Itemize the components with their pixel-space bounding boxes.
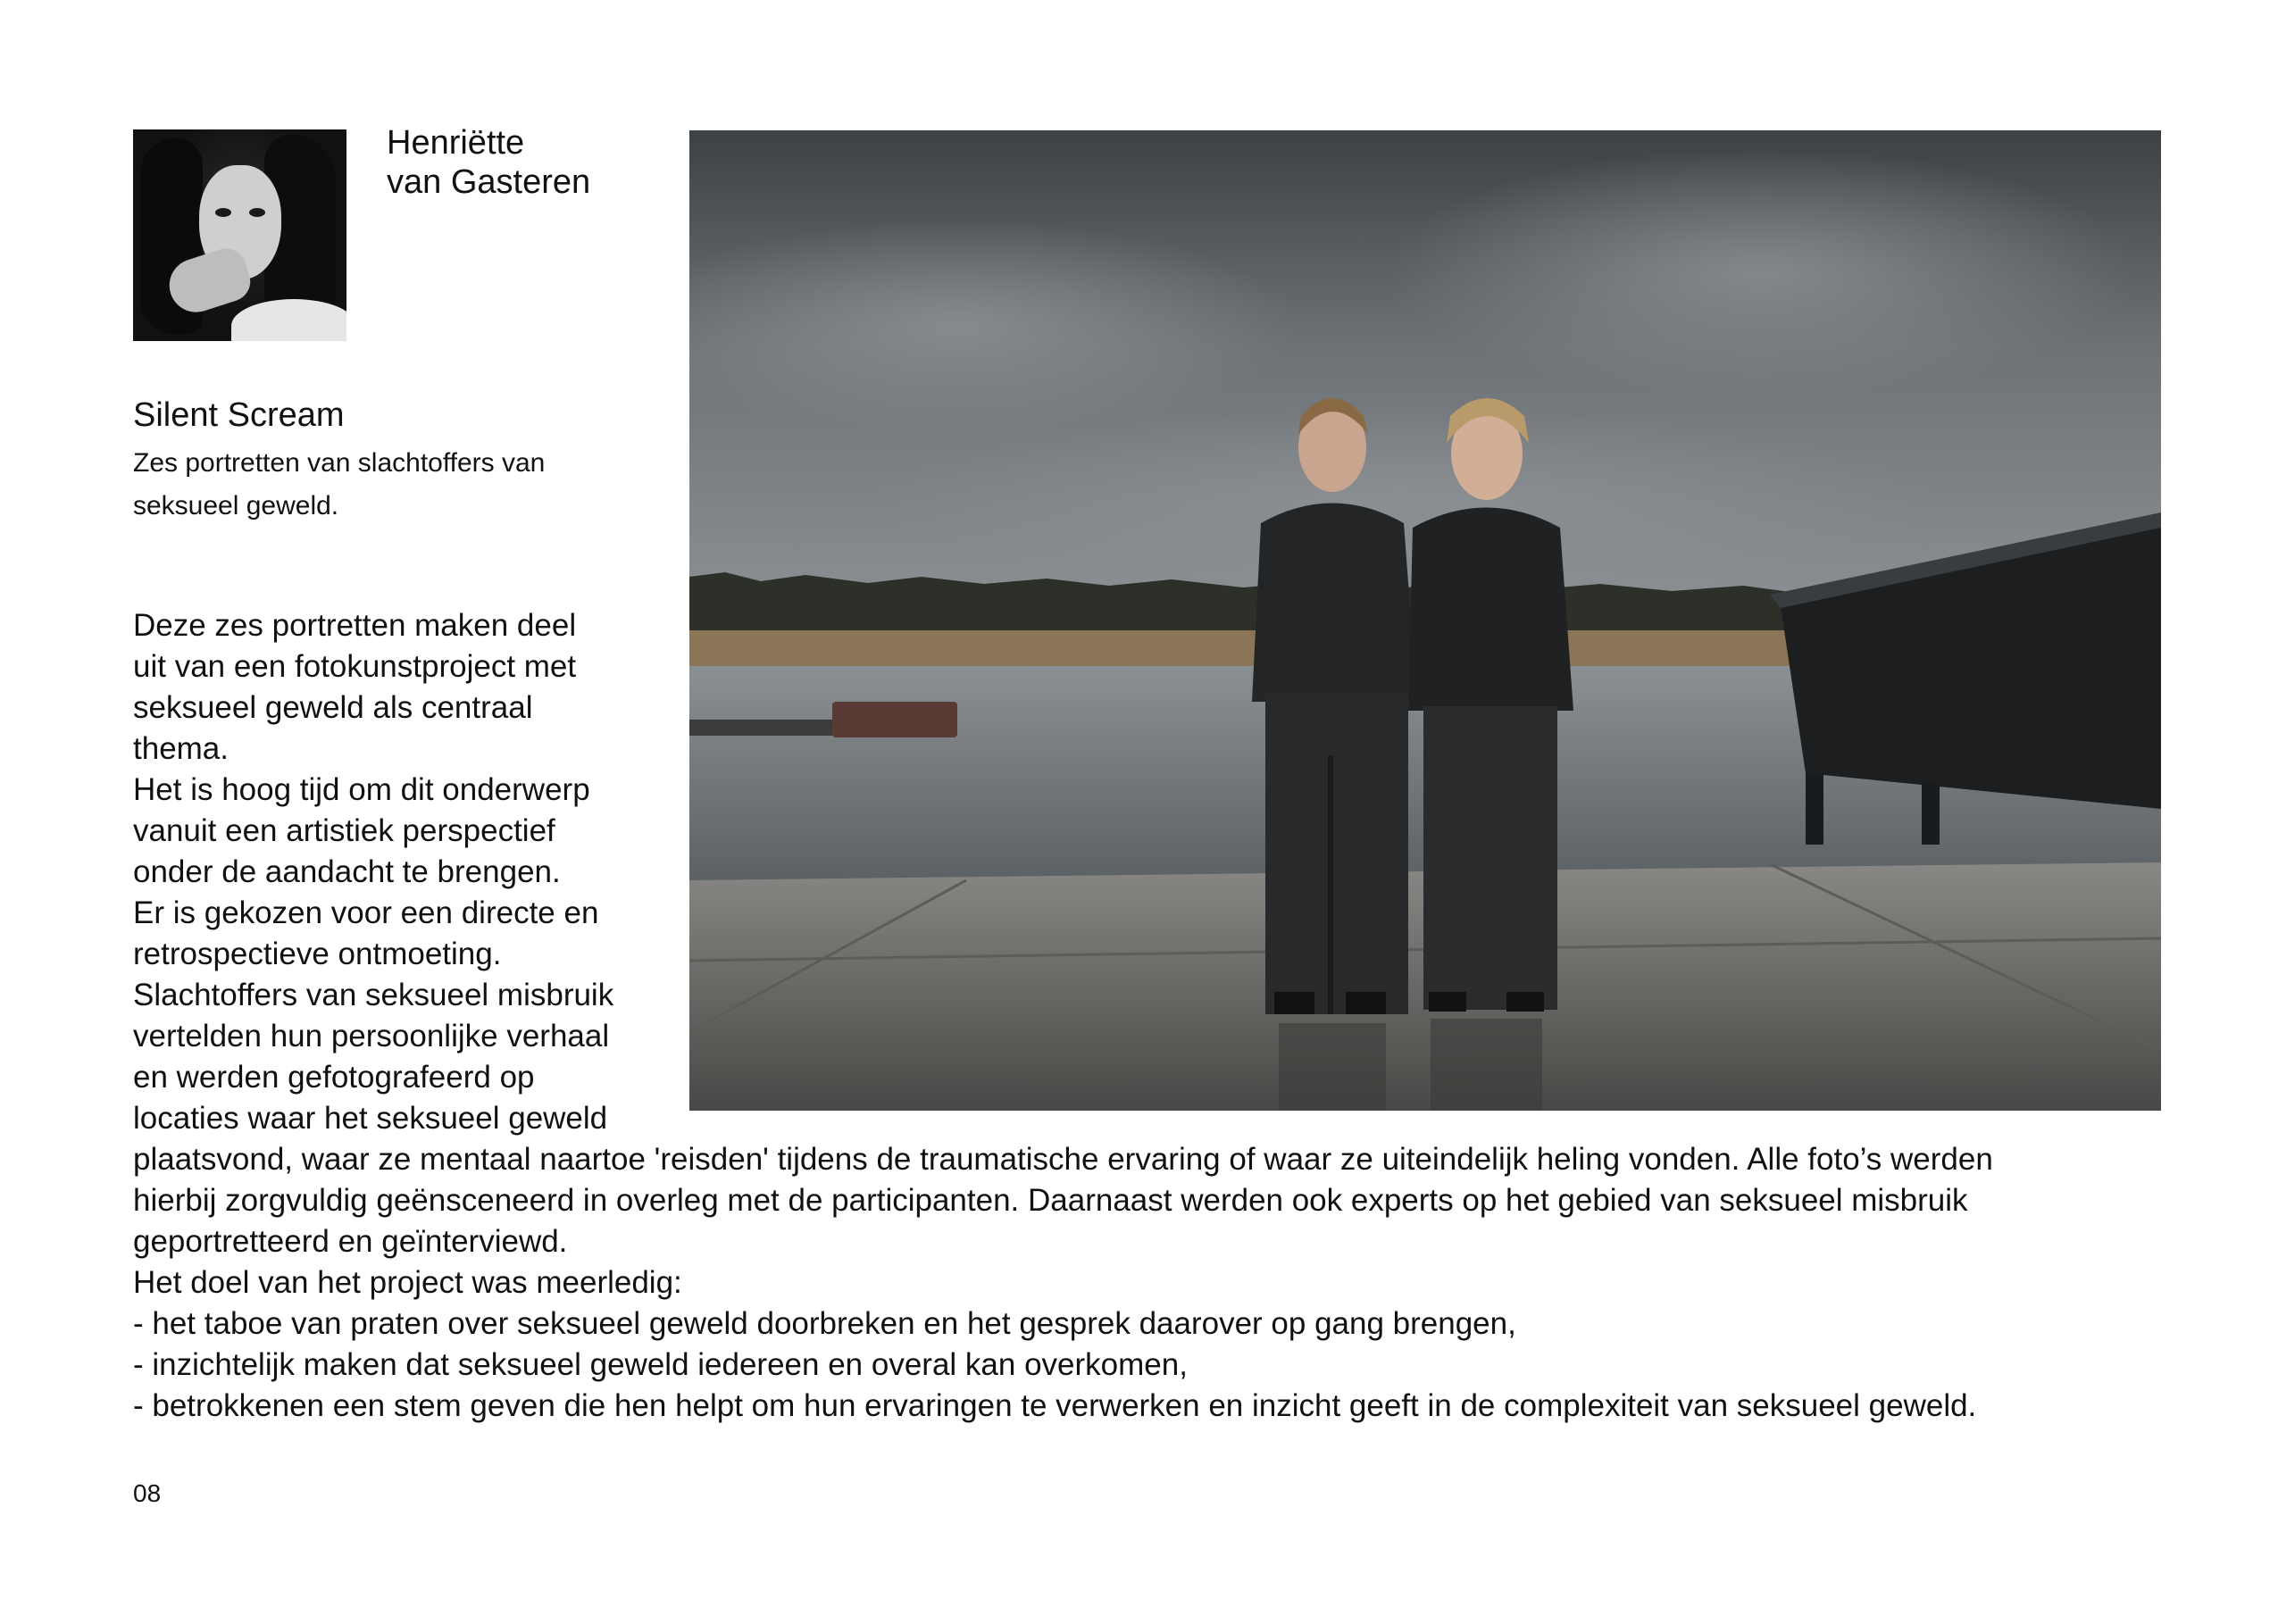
body-line: vanuit een artistiek perspectief (133, 813, 555, 848)
body-line: Het doel van het project was meerledig: (133, 1265, 682, 1300)
body-line: thema. (133, 731, 229, 766)
project-subtitle-line2: seksueel geweld. (133, 491, 339, 521)
artist-name-line2: van Gasteren (387, 163, 591, 201)
body-line: retrospectieve ontmoeting. (133, 937, 502, 971)
body-text-narrow-column (133, 605, 660, 1139)
body-line: vertelden hun persoonlijke verhaal (133, 1019, 610, 1054)
artist-name-line1: Henriëtte (387, 124, 525, 162)
project-subtitle-line1: Zes portretten van slachtoffers van (133, 448, 546, 478)
body-line: seksueel geweld als centraal (133, 690, 533, 725)
body-line: uit van een fotokunstproject met (133, 649, 577, 684)
artist-name (387, 123, 590, 202)
goal-item: - betrokkenen een stem geven die hen helpt om hun ervaringen te verwerken en inzicht geeft in de complexiteit van seksueel geweld. (133, 1388, 1977, 1423)
page-number: 08 (133, 1479, 162, 1507)
body-line: plaatsvond, waar ze mentaal naartoe 'reisden' tijdens de traumatische ervaring of waar ze uiteindelijk heling vonden. Alle foto’s werden (133, 1142, 1993, 1177)
goal-item: - het taboe van praten over seksueel geweld doorbreken en het gesprek daarover op gang brengen, (133, 1306, 1516, 1341)
project-subtitle (133, 442, 669, 528)
body-line: geportretteerd en geïnterviewd. (133, 1224, 568, 1259)
body-text (133, 605, 2187, 1427)
body-line: Deze zes portretten maken deel (133, 608, 577, 643)
goal-item: - inzichtelijk maken dat seksueel geweld iedereen en overal kan overkomen, (133, 1347, 1188, 1382)
body-line: locaties waar het seksueel geweld (133, 1101, 608, 1136)
body-line: Het is hoog tijd om dit onderwerp (133, 772, 590, 807)
body-line: hierbij zorgvuldig geënsceneerd in overleg met de participanten. Daarnaast werden ook experts op het gebied van seksueel misbruik (133, 1183, 1968, 1218)
artist-portrait (133, 129, 346, 341)
project-title: Silent Scream (133, 396, 345, 434)
body-line: en werden gefotografeerd op (133, 1060, 535, 1095)
body-line: Er is gekozen voor een directe en (133, 895, 599, 930)
body-line: Slachtoffers van seksueel misbruik (133, 978, 614, 1012)
body-line: onder de aandacht te brengen. (133, 854, 561, 889)
